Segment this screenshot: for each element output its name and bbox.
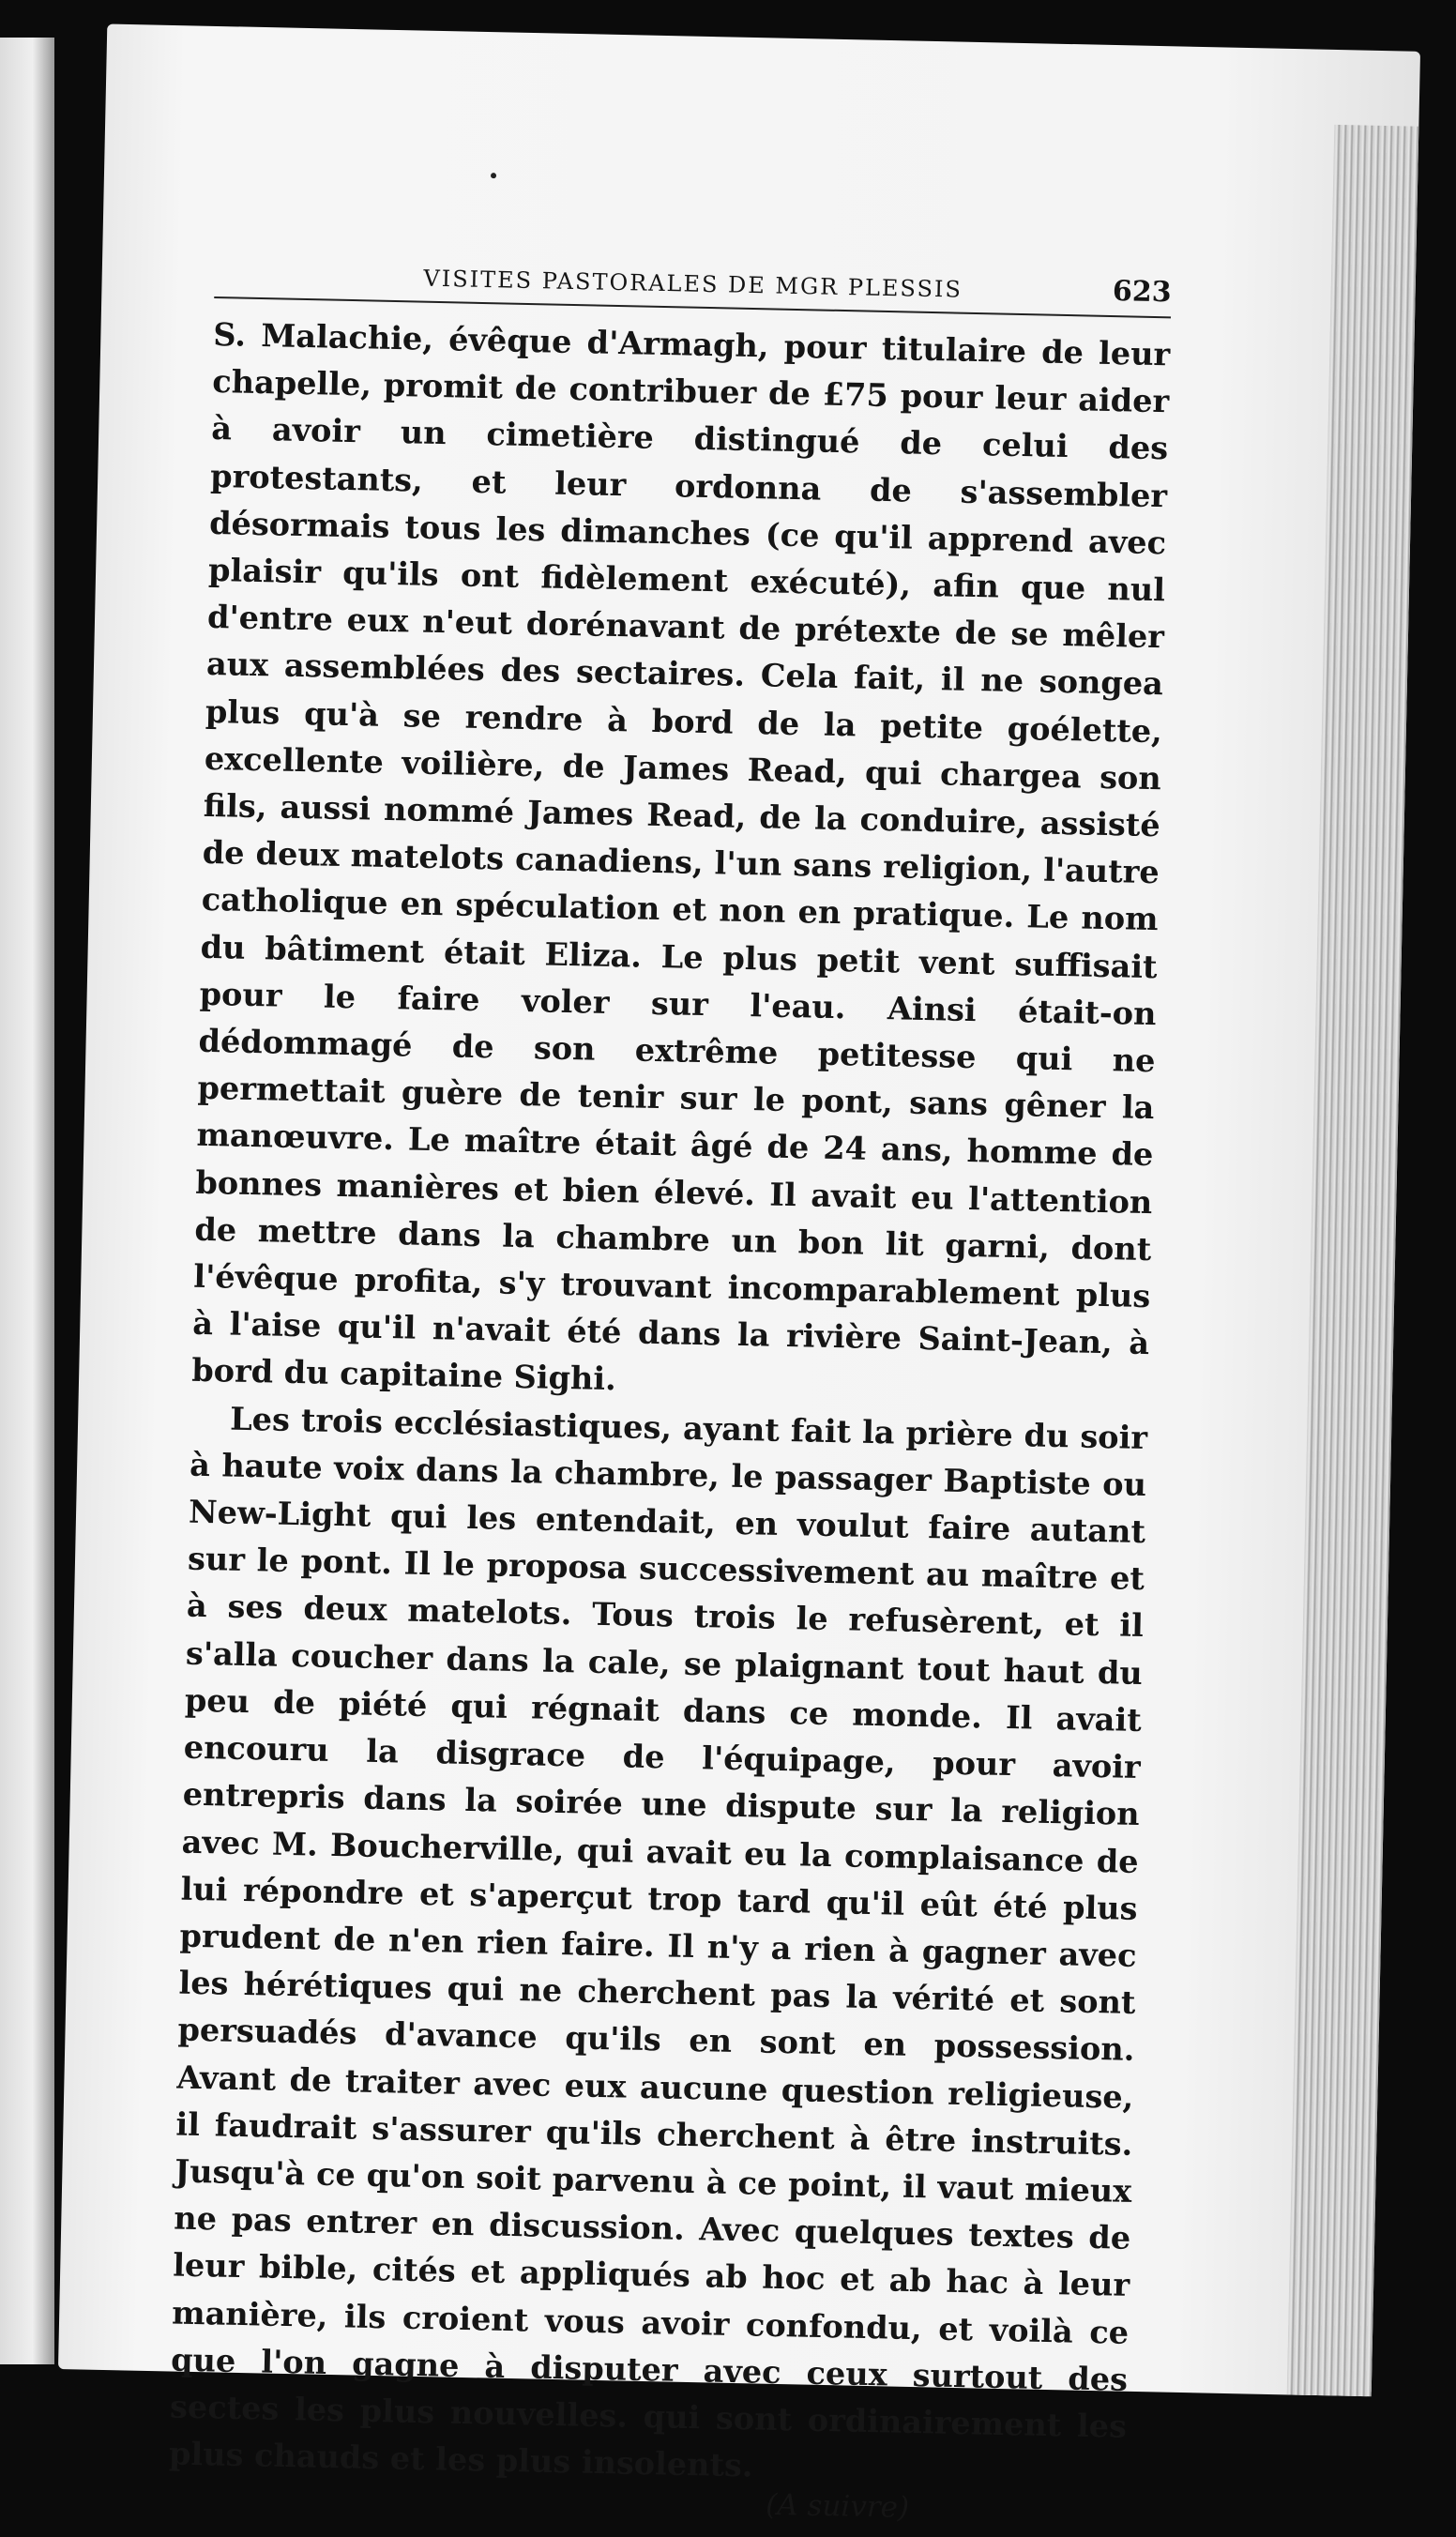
paragraph-2: Les trois ecclésiastiques, ayant fait la prière du soir à haute voix dans la chambre, le passager Baptiste ou New-Light qui les entendait, en voulut faire autant sur le pont. Il le proposa successivement au maître et à ses deux matelots. Tous trois le refusèrent, et il s'alla coucher dans la cale, se plaignant tout haut du peu de piété qui régnait dans ce monde. Il avait encouru la disgrace de l'équipage, pour avoir entrepris dans la soirée une dispute sur la religion avec M. Boucherville, qui avait eu la complaisance de lui répondre et s'aperçut trop tard qu'il eût été plus prudent de n'en rien faire. Il n'y a rien à gagner avec les hérétiques qui ne cherchent pas la vérité et sont persuadés d'avance qu'ils en sont en possession. Avant de traiter avec eux aucune question religieuse, il faudrait s'assurer qu'ils cherchent à être instruits. Jusqu'à ce qu'on soit parvenu à ce point, il vaut mieux ne pas entrer en discussion. Avec quelques textes de leur bible, cités et appliqués ab hoc et ab hac à leur manière, ils croient vous avoir confondu, et voilà ce que l'on gagne à disputer avec ceux surtout des sectes les plus nouvelles. qui sont ordinairement les plus chauds et les plus insolents. (168, 1400, 1148, 2484)
body-text (168, 311, 1171, 2531)
scanned-page (30, 23, 1456, 2526)
paragraph-1: S. Malachie, évêque d'Armagh, pour titulaire de leur chapelle, promit de contribuer de £75 pour leur aider à avoir un cimetière distingué de celui des protestants, et leur ordonna de s'assembler désormais tous les dimanches (ce qu'il apprend avec plaisir qu'ils ont fidèlement exécuté), afin que nul d'entre eux n'eut dorénavant de prétexte de se mêler aux assemblées des sectaires. Cela fait, il ne songea plus qu'à se rendre à bord de la petite goélette, excellente voilière, de James Read, qui chargea son fils, aussi nommé James Read, de la conduire, assisté de deux matelots canadiens, l'un sans religion, l'autre catholique en spéculation et non en pratique. Le nom du bâtiment était Eliza. Le plus petit vent suffisait pour le faire voler sur l'eau. Ainsi était-on dédommagé de son extrême petitesse qui ne permettait guère de tenir sur le pont, sans gêner la manœuvre. Le maître était âgé de 24 ans, homme de bonnes manières et bien élevé. Il avait eu l'attention de mettre dans la chambre un bon lit garni, dont l'évêque profita, s'y trouvant incomparablement plus à l'aise qu'il n'avait été dans la rivière Saint-Jean, à bord du capitaine Sighi. (190, 315, 1171, 1398)
running-head (214, 242, 1172, 318)
page-block-edge (1287, 125, 1419, 2396)
page-number: 623 (1112, 275, 1172, 310)
ink-speck (491, 173, 496, 178)
running-title: VISITES PASTORALES DE MGR PLESSIS (423, 265, 963, 303)
page-content (168, 242, 1172, 2531)
paper-sheet (58, 24, 1420, 2526)
to-be-continued: (A suivre) (765, 2488, 910, 2526)
